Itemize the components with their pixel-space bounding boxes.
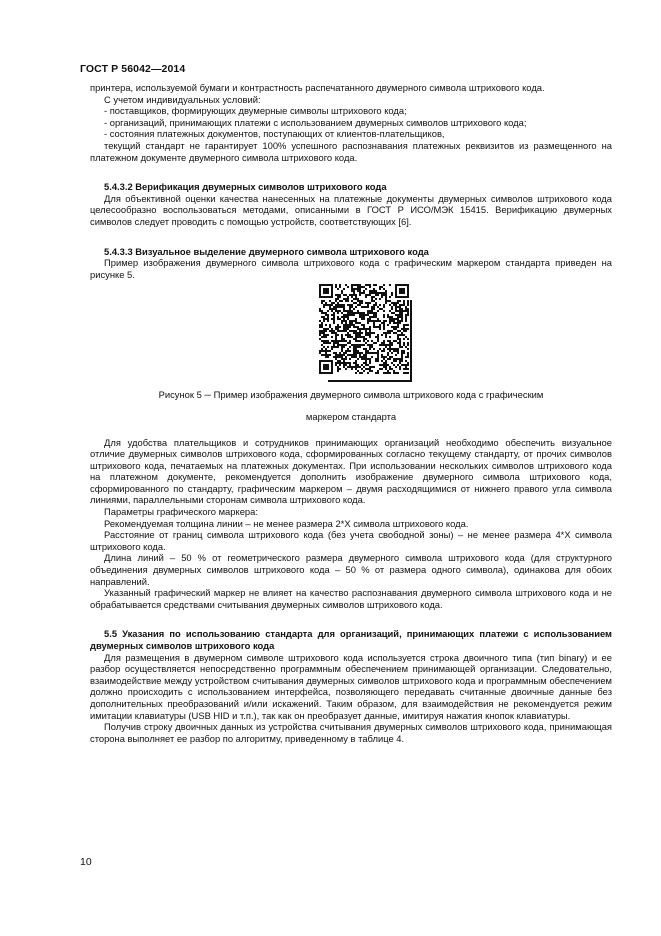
page-body — [90, 82, 612, 744]
list-item: - состояния платежных документов, поступающих от клиентов-плательщиков, — [104, 128, 445, 140]
paragraph: Пример изображения двумерного символа штрихового кода с графическим маркером стандарта приведен на рисунке 5. — [90, 257, 612, 280]
paragraph: Расстояние от границ символа штрихового кода (без учета свободной зоны) – не менее размера 4*X символа штрихового кода. — [90, 529, 612, 552]
paragraph: Параметры графического маркера: — [104, 506, 258, 518]
section-heading: 5.4.3.3 Визуальное выделение двумерного символа штрихового кода — [104, 245, 429, 257]
paragraph: Рекомендуемая толщина линии – не менее размера 2*X символа штрихового кода. — [104, 517, 469, 529]
list-item: - поставщиков, формирующих двумерные символы штрихового кода; — [104, 105, 407, 117]
page-number: 10 — [80, 856, 92, 868]
section-heading: 5.5 Указания по использованию стандарта для организаций, принимающих платежи с использованием двумерных символов штрихового кода — [90, 628, 612, 651]
paragraph: Длина линий – 50 % от геометрического размера двумерного символа штрихового кода (для структурного объединения двумерных символов штрихового кода – 50 % от размера одного символа), одинакова для обоих направлений. — [90, 552, 612, 587]
paragraph: Указанный графический маркер не влияет на качество распознавания двумерного символа штрихового кода и не обрабатывается средствами считывания двумерных символов штрихового кода. — [90, 587, 612, 610]
paragraph: Получив строку двоичных данных из устройства считывания двумерных символов штрихового кода, принимающая сторона выполняет ее разбор по алгоритму, приведенному в таблице 4. — [90, 721, 612, 744]
document-header: ГОСТ Р 56042—2014 — [80, 63, 186, 75]
paragraph: текущий стандарт не гарантирует 100% успешного распознавания платежных реквизитов из размещенного на платежном документе двумерного символа штрихового кода. — [90, 139, 612, 163]
paragraph: Для объективной оценки качества нанесенных на платежные документы двумерных символов штрихового кода целесообразно воспользоваться методами, описанными в ГОСТ Р ИСО/МЭК 15415. Верификацию двумерных символов следует проводить с помощью устройств, соответствующих [6]. — [90, 192, 612, 227]
list-item: - организаций, принимающих платежи с использованием двумерных символов штрихового кода; — [104, 116, 527, 128]
graphic-marker-vertical-line — [410, 300, 412, 382]
paragraph: С учетом индивидуальных условий: — [104, 93, 261, 105]
paragraph: принтера, используемой бумаги и контрастность распечатанного двумерного символа штрихового кода. — [90, 82, 545, 93]
figure-5 — [90, 284, 612, 389]
paragraph: Для размещения в двумерном символе штрихового кода используется строка двоичного типа (тип binary) и ее разбор осуществляется непосредственно программным обеспечением принимающей организации. Следовательно, взаимодействие между устройством считывания двумерных символов штрихового кода и программным обеспечением должно происходить с использованием интерфейса, позволяющего передавать считанные двоичные данные без дополнительных преобразований и/или искажений. Таким образом, для взаимодействия не рекомендуется режим имитации клавиатуры (USB HID и т.п.), так как он преобразует данные, имитируя нажатия кнопок клавиатуры. — [90, 651, 612, 721]
qr-code-image — [319, 284, 409, 374]
paragraph: Для удобства плательщиков и сотрудников принимающих организаций необходимо обеспечить визуальное отличие двумерных символов штрихового кода, сформированных согласно текущему стандарту, от прочих символов штрихового кода, печатаемых на платежных документах. При использовании нескольких символов штрихового кода на платежном документе, рекомендуется дополнить изображение двумерного символа штрихового кода, сформированного по стандарту, графическим маркером – двумя расходящимися от нижнего правого угла символа линиями, параллельными сторонам символа штрихового кода. — [90, 436, 612, 506]
figure-caption: Рисунок 5 ─ Пример изображения двумерного символа штрихового кода с графическим — [158, 389, 544, 401]
figure-caption-continued: маркером стандарта — [305, 410, 397, 422]
section-heading: 5.4.3.2 Верификация двумерных символов штрихового кода — [104, 181, 387, 193]
graphic-marker-horizontal-line — [328, 380, 412, 382]
qr-code-modules — [319, 284, 409, 374]
